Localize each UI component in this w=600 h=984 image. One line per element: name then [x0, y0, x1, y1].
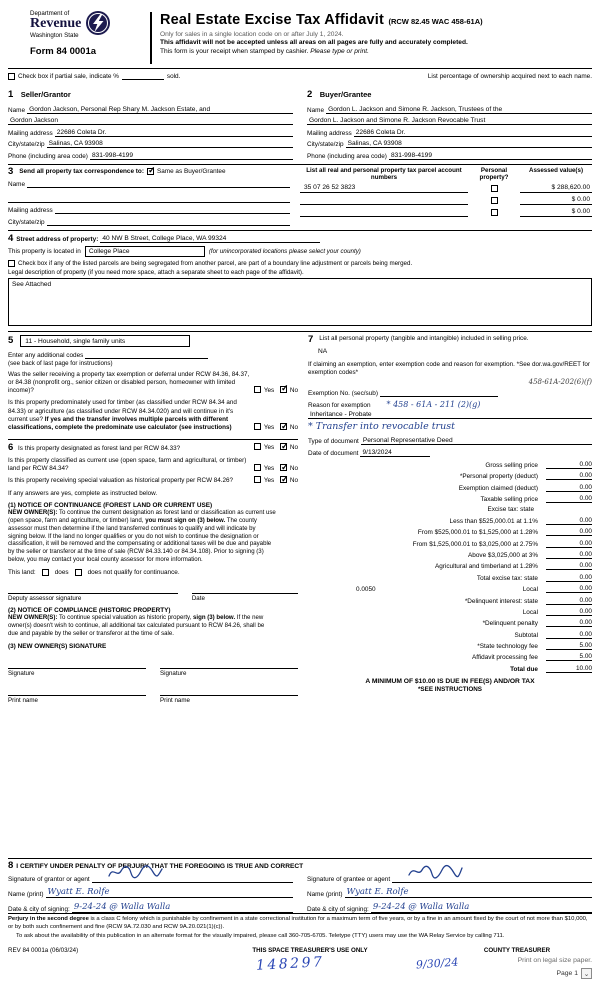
- perjury-statement: [8, 913, 592, 931]
- fee-row: [308, 574, 592, 582]
- print-name-label-2: Print name: [160, 696, 190, 704]
- fee-row: [308, 619, 592, 627]
- fee-amount[interactable]: 0.00: [546, 597, 592, 605]
- washington-state-label: Washington State: [30, 32, 79, 39]
- seller-name-value-2[interactable]: Gordon Jackson: [8, 117, 293, 125]
- no-label: No: [289, 477, 298, 485]
- s6q1-yes-checkbox[interactable]: [254, 443, 261, 450]
- fee-amount[interactable]: 0.00: [546, 540, 592, 548]
- same-as-buyer-label: Same as Buyer/Grantee: [156, 167, 226, 175]
- fee-label: From $1,525,000.01 to $3,025,000 at 2.75%: [412, 540, 538, 548]
- personal-property-intro: List all personal property (tangible and intangible) included in selling price.: [319, 335, 529, 342]
- correspondence-blank-line[interactable]: [8, 195, 290, 203]
- fee-row-total: [308, 665, 592, 673]
- fee-amount[interactable]: 0.00: [546, 574, 592, 582]
- section-1-number: 1: [8, 89, 14, 100]
- yes-label: Yes: [263, 477, 275, 485]
- seller-phone-value[interactable]: 831-998-4199: [90, 152, 293, 160]
- buyer-phone-value[interactable]: 831-998-4199: [389, 152, 592, 160]
- chevron-down-icon[interactable]: ⌄: [581, 968, 592, 979]
- notice1-bold-text: you must sign on (3) below.: [145, 516, 226, 524]
- s6q2-yes-checkbox[interactable]: [254, 464, 261, 471]
- same-as-buyer-checkbox[interactable]: [147, 168, 154, 175]
- fee-label: Agricultural and timberland at 1.28%: [434, 563, 538, 571]
- fee-label: Total excise tax: state: [476, 574, 538, 582]
- agency-block: [8, 10, 146, 57]
- fee-label: *Personal property (deduct): [459, 473, 538, 481]
- section-4-rule: [8, 230, 592, 231]
- correspondence-label: Send all property tax correspondence to:: [19, 167, 144, 175]
- reason-handwriting-code: * 458 - 61A - 211 (2)(g): [386, 400, 481, 410]
- section-7-tax: [308, 335, 592, 853]
- personal-property-checkbox-2[interactable]: [491, 197, 498, 204]
- fee-label: Total due: [510, 665, 538, 673]
- excise-tax-state-header: Excise tax: state: [487, 506, 534, 514]
- land-qualify-row: [8, 569, 298, 576]
- correspondence-citystatezip-value[interactable]: [47, 218, 290, 226]
- fee-row: [308, 540, 592, 548]
- owner-signature-field-1[interactable]: [8, 660, 146, 677]
- grantor-signature-block: [8, 871, 293, 913]
- additional-codes-value[interactable]: [85, 351, 208, 359]
- section-4-property: [8, 234, 592, 327]
- land-does-checkbox[interactable]: [42, 569, 49, 576]
- revenue-wordmark: Revenue: [30, 16, 82, 31]
- see-instructions-note: *SEE INSTRUCTIONS: [417, 685, 483, 693]
- street-address-value[interactable]: 40 NW B Street, College Place, WA 99324: [100, 235, 320, 243]
- section-8-certification: [8, 858, 592, 913]
- section-4-number: 4: [8, 232, 14, 244]
- fee-label: Local: [522, 586, 538, 594]
- owner-printname-field-1[interactable]: [8, 687, 146, 704]
- legal-description-box[interactable]: [8, 278, 592, 326]
- grantor-signature-scribble: [106, 864, 164, 882]
- fee-row: [308, 642, 592, 650]
- fee-label: Above $3,025,000 at 3%: [468, 551, 538, 559]
- seller-name-label: Name: [8, 106, 26, 114]
- section-7-number: 7: [308, 334, 314, 345]
- notice1-pre-text: To continue the current designation as forest land or classification as current use (open space, farm and agriculture, or timber) land,: [8, 508, 276, 524]
- print-name-label-1: Print name: [8, 696, 38, 704]
- parcel-number-blank-3[interactable]: [300, 208, 468, 217]
- notice1-post-text: The county assessor must then determine if the land transferred continues to qualify and will indicate by signing below. If the land no longer qualifies or you do not wish to continue the designation or classification, it will be removed and the compensating or additional taxes will be due and payable by the seller or transferor at the time of sale (RCW 84.33.140 or 84.34.108). Prior to signing (3) below, you may contact your local county assessor for more information.: [8, 516, 272, 564]
- ownership-percentage-note: List percentage of ownership acquired next to each name.: [427, 73, 592, 80]
- section-5-number: 5: [8, 335, 14, 347]
- does-label: does: [54, 569, 69, 577]
- fee-amount[interactable]: 0.00: [546, 585, 592, 593]
- grantee-date-city-value[interactable]: 9-24-24 @ Walla Walla: [371, 902, 592, 913]
- exemption-no-label: Exemption No. (sec/sub): [308, 390, 378, 398]
- minimum-due-note: A MINIMUM OF $10.00 IS DUE IN FEE(S) AND/OR TAX: [365, 677, 535, 685]
- grantor-name-print-value[interactable]: Wyatt E. Rolfe: [46, 887, 293, 898]
- fee-label: *Delinquent interest: state: [464, 597, 538, 605]
- page-label: Page 1: [556, 970, 578, 977]
- dor-logo-icon: [85, 10, 111, 41]
- seller-citystatezip-label: City/state/zip: [8, 141, 45, 148]
- yes-label: Yes: [263, 444, 275, 452]
- fee-row: [308, 484, 592, 492]
- no-label: No: [289, 424, 298, 432]
- perjury-bold-text: Perjury in the second degree: [8, 915, 89, 922]
- form-footer: [8, 913, 592, 980]
- buyer-name-label: Name: [307, 106, 325, 114]
- grantee-signature-block: [307, 871, 592, 913]
- s6q2-no-checkbox[interactable]: [280, 464, 287, 471]
- subtitle-acceptance-note: This affidavit will not be accepted unless all areas on all pages are fully and accurately completed.: [160, 39, 468, 46]
- deputy-assessor-signature-field[interactable]: [8, 585, 178, 602]
- fee-label: From $525,000.01 to $1,525,000 at 1.28%: [417, 529, 538, 537]
- new-owner-label: NEW OWNER(S):: [8, 508, 58, 516]
- type-of-document-label: Type of document: [308, 438, 359, 446]
- grantee-signature-field[interactable]: [392, 875, 592, 883]
- fee-amount[interactable]: 10.00: [546, 665, 592, 673]
- buyer-name-value-1[interactable]: Gordon L. Jackson and Simone R. Jackson, Trustees of the: [326, 106, 592, 114]
- notice-continuance-body: [8, 509, 276, 564]
- section-5-use-code: [8, 335, 298, 433]
- fee-row: [308, 551, 592, 559]
- assessed-value-1[interactable]: $ 288,620.00: [520, 184, 592, 193]
- unincorporated-note: (for unincorporated locations please select your county): [208, 248, 361, 255]
- fee-amount[interactable]: 0.00: [546, 472, 592, 480]
- fee-amount[interactable]: 0.00: [546, 619, 592, 627]
- fee-label: *Delinquent penalty: [482, 620, 538, 628]
- treasurer-space-label: THIS SPACE TREASURER'S USE ONLY: [252, 947, 368, 954]
- fee-row: [308, 495, 592, 503]
- section-6-number: 6: [8, 441, 14, 453]
- new-owner-label-2: NEW OWNER(S):: [8, 614, 58, 622]
- land-does-not-checkbox[interactable]: [75, 569, 82, 576]
- yes-label: Yes: [263, 424, 275, 432]
- land-use-code-select[interactable]: 11 - Household, single family units: [20, 335, 190, 347]
- correspondence-name-value[interactable]: [27, 180, 290, 188]
- reason-typed-value[interactable]: Inheritance - Probate: [308, 411, 592, 419]
- current-use-question: [8, 457, 298, 474]
- fee-row: [308, 562, 592, 570]
- deputy-assessor-label: Deputy assessor signature: [8, 595, 82, 603]
- s6q1-no-checkbox[interactable]: [280, 443, 287, 450]
- fee-row: [308, 517, 592, 525]
- see-back-note: (see back of last page for instructions): [8, 359, 113, 367]
- section-1-seller: [8, 84, 293, 160]
- alternate-format-note: To ask about the availability of this publication in an alternate format for the visually impaired, please call 360-705-6705. Teletype (TTY) users may use the WA Relay Service by calling 711.: [16, 933, 505, 940]
- seller-mailing-label: Mailing address: [8, 129, 53, 137]
- fee-label: Taxable selling price: [480, 496, 538, 504]
- personal-property-header: Personal property?: [479, 166, 509, 181]
- notice-compliance-title: (2) NOTICE OF COMPLIANCE (HISTORIC PROPERTY): [8, 607, 171, 615]
- located-in-label: This property is located in: [8, 248, 81, 255]
- county-treasurer-label: COUNTY TREASURER: [483, 947, 551, 954]
- fee-label: Gross selling price: [485, 461, 538, 469]
- seller-grantor-heading: Seller/Grantor: [20, 90, 71, 99]
- if-yes-note: If any answers are yes, complete as instructed below.: [8, 489, 158, 497]
- section-2-buyer: [307, 84, 592, 160]
- parcel-numbers-header: List all real and personal property tax parcel account numbers: [306, 166, 462, 181]
- buyer-name-value-2[interactable]: Gordon L. Jackson and Simone R. Jackson Revocable Trust: [307, 117, 592, 125]
- fee-label: Affidavit processing fee: [472, 654, 538, 662]
- forest-land-text: Is this property designated as forest land per RCW 84.33?: [18, 444, 181, 452]
- fee-row: [308, 461, 592, 469]
- grantor-date-city-value[interactable]: 9-24-24 @ Walla Walla: [72, 902, 293, 913]
- historic-property-question: [8, 477, 298, 485]
- fee-table: [308, 461, 592, 673]
- page-indicator: [556, 968, 592, 979]
- no-label: No: [289, 444, 298, 452]
- exemption-intro: If claiming an exemption, enter exemption code and reason for exemption. *See dor.wa.gov/REET for exemption codes*: [308, 360, 591, 376]
- page-title: Real Estate Excise Tax Affidavit: [160, 12, 384, 28]
- fee-amount[interactable]: 5.00: [546, 653, 592, 661]
- form-header: [8, 10, 592, 64]
- subtitle-sales-note: Only for sales in a single location code on or after July 1, 2024.: [160, 30, 344, 38]
- dept-of-label: Department of: [30, 10, 70, 17]
- grantor-signature-label: Signature of grantor or agent: [8, 875, 90, 883]
- rev-number: REV 84 0001a (06/03/24): [8, 947, 79, 954]
- partial-sale-percent-blank[interactable]: [122, 73, 164, 80]
- s6q3-yes-checkbox[interactable]: [254, 476, 261, 483]
- exemption-deferral-question: [8, 371, 298, 396]
- grantee-date-city-label: Date & city of signing:: [307, 905, 369, 913]
- seller-phone-label: Phone (including area code): [8, 152, 88, 160]
- correspondence-name-label: Name: [8, 180, 26, 188]
- notice2-post-text: If the new owner(s) doesn't wish to continue, all additional tax calculated pursuant to RCW 84.26, shall be due and payable by the seller or transferor at the time of sale.: [8, 614, 265, 638]
- personal-property-checkbox-1[interactable]: [491, 185, 498, 192]
- correspondence-citystatezip-label: City/state/zip: [8, 218, 45, 226]
- parcel-table: [300, 167, 592, 226]
- legal-description-value: See Attached: [12, 281, 52, 288]
- treasurer-stamp-date: 9/30/24: [415, 955, 459, 972]
- certify-statement: I CERTIFY UNDER PENALTY OF PERJURY THAT THE FOREGOING IS TRUE AND CORRECT: [16, 862, 304, 870]
- treasurer-receipt-number: 148297: [255, 954, 325, 974]
- fee-amount[interactable]: 0.00: [546, 495, 592, 503]
- correspondence-mailing-label: Mailing address: [8, 207, 53, 214]
- fee-amount[interactable]: 5.00: [546, 642, 592, 650]
- assessed-value-2[interactable]: $ 0.00: [520, 196, 592, 205]
- s5q2-yes-checkbox[interactable]: [254, 423, 261, 430]
- signature-label-2: Signature: [160, 669, 187, 677]
- reason-handwriting-trust: * Transfer into revocable trust: [308, 421, 455, 433]
- s5q1-yes-checkbox[interactable]: [254, 386, 261, 393]
- owner-printname-field-2[interactable]: [160, 687, 298, 704]
- grantor-signature-field[interactable]: [92, 875, 293, 883]
- type-of-document-value[interactable]: Personal Representative Deed: [361, 437, 592, 445]
- s5q2-no-checkbox[interactable]: [280, 423, 287, 430]
- section-6-designations: [8, 439, 298, 704]
- fee-row-local: [308, 585, 592, 593]
- partial-sale-checkbox[interactable]: [8, 73, 15, 80]
- buyer-citystatezip-value[interactable]: Salinas, CA 93908: [346, 140, 592, 148]
- fee-label: Subtotal: [514, 631, 538, 639]
- signature-label-1: Signature: [8, 669, 35, 677]
- buyer-mailing-label: Mailing address: [307, 129, 352, 137]
- s6q3-no-checkbox[interactable]: [280, 476, 287, 483]
- buyer-grantee-heading: Buyer/Grantee: [319, 90, 372, 99]
- fee-amount[interactable]: 0.00: [546, 551, 592, 559]
- personal-property-checkbox-3[interactable]: [491, 209, 498, 216]
- segregated-label: Check box if any of the listed parcels are being segregated from another parcel, are part of a boundary line adjustment or parcels being merged.: [18, 260, 413, 267]
- notice2-bold-text: sign (3) below.: [193, 614, 236, 622]
- fee-label: Local: [522, 608, 538, 616]
- fee-label: *State technology fee: [477, 643, 538, 651]
- partial-sale-suffix: sold.: [166, 73, 181, 80]
- personal-property-value[interactable]: NA: [318, 347, 328, 355]
- buyer-mailing-value[interactable]: 22686 Coleta Dr.: [354, 129, 592, 137]
- new-owners-signature-title: (3) NEW OWNER(S) SIGNATURE: [8, 642, 107, 650]
- notice-continuance-title: (1) NOTICE OF CONTINUANCE (FOREST LAND OR CURRENT USE): [8, 501, 213, 509]
- perjury-body-text: is a class C felony which is punishable by confinement in a state correctional institution for a maximum term of five years, or by a fine in an amount fixed by the court of not more than $10,000, or by both such confinement and fine (RCW 9A.72.030 and RCW 9A.20.021(1)(c)).: [8, 915, 588, 930]
- print-size-note: Print on legal size paper.: [517, 957, 592, 964]
- legal-description-label: Legal description of property (if you need more space, attach a separate sheet to each page of the affidavit).: [8, 269, 304, 276]
- grantee-name-print-label: Name (print): [307, 890, 343, 898]
- yes-label: Yes: [263, 465, 275, 473]
- exemption-deferral-text: Was the seller receiving a property tax exemption or deferral under RCW 84.36, 84.37, or 84.38 (nonprofit org., senior citizen or disabled person, homeowner with limited income)?: [8, 370, 250, 395]
- parcel-row: [300, 208, 592, 217]
- grantee-signature-label: Signature of grantee or agent: [307, 875, 391, 883]
- fee-amount[interactable]: 0.00: [546, 528, 592, 536]
- local-rate-value: 0.0050: [356, 586, 376, 594]
- header-divider: [150, 12, 152, 64]
- this-land-label: This land:: [8, 569, 36, 577]
- subtitle-receipt-note: [160, 48, 592, 55]
- fee-amount[interactable]: 0.00: [546, 562, 592, 570]
- receipt-text: This form is your receipt when stamped by cashier.: [160, 47, 309, 55]
- assessed-value-header: Assessed value(s): [529, 166, 583, 174]
- parcel-number-value[interactable]: 35 07 26 52 3823: [300, 184, 468, 193]
- forest-land-question: [8, 443, 298, 453]
- current-use-text: Is this property classified as current use (open space, farm and agricultural, or timber) land per RCW 84.34?: [8, 456, 247, 473]
- fee-row: [308, 653, 592, 661]
- section-3-rule: [8, 164, 592, 165]
- partial-sale-label: Check box if partial sale, indicate %: [18, 73, 119, 80]
- segregated-checkbox[interactable]: [8, 260, 15, 267]
- rev-row: [8, 947, 592, 954]
- fee-amount[interactable]: 0.00: [546, 484, 592, 492]
- date-of-document-value[interactable]: 9/13/2024: [360, 449, 430, 457]
- reason-for-exemption-label: Reason for exemption: [308, 402, 371, 410]
- yes-label: Yes: [263, 386, 275, 394]
- assessed-value-3[interactable]: $ 0.00: [520, 208, 592, 217]
- section-8-number: 8: [8, 860, 14, 872]
- notice-compliance-body: [8, 614, 276, 638]
- grantor-name-print-label: Name (print): [8, 890, 44, 898]
- fee-row: [308, 472, 592, 480]
- grantee-name-print-value[interactable]: Wyatt E. Rolfe: [345, 887, 592, 898]
- owner-signature-field-2[interactable]: [160, 660, 298, 677]
- form-number: Form 84 0001a: [30, 46, 97, 57]
- fee-row: [308, 608, 592, 616]
- s5q1-no-checkbox[interactable]: [280, 386, 287, 393]
- fee-amount[interactable]: 0.00: [546, 517, 592, 525]
- historic-property-text: Is this property receiving special valuation as historical property per RCW 84.26?: [8, 477, 234, 485]
- timber-question-text: Is this property predominately used for timber (as classified under RCW 84.34 and 84.33) or agriculture (as classified under RCW 84.34.020) and will continue in it's current use?: [8, 399, 237, 423]
- buyer-citystatezip-label: City/state/zip: [307, 141, 344, 148]
- fee-row: [308, 528, 592, 536]
- section-3-number: 3: [8, 165, 14, 177]
- deputy-date-field[interactable]: [192, 585, 298, 602]
- rcw-code: (RCW 82.45 WAC 458-61A): [388, 17, 483, 26]
- type-or-print-text: Please type or print.: [310, 47, 369, 55]
- fee-row: [308, 597, 592, 605]
- does-not-label: does not qualify for continuance.: [87, 569, 180, 577]
- fee-row: [308, 631, 592, 639]
- section-2-number: 2: [307, 89, 313, 100]
- exemption-no-value[interactable]: [380, 389, 498, 397]
- grantee-signature-scribble: [406, 864, 464, 882]
- fee-label: Less than $525,000.01 at 1.1%: [449, 517, 538, 525]
- correspondence-mailing-value[interactable]: [55, 206, 290, 214]
- date-of-document-label: Date of document: [308, 449, 359, 457]
- grantor-date-city-label: Date & city of signing:: [8, 905, 70, 913]
- fee-label: Exemption claimed (deduct): [458, 484, 538, 492]
- timber-agriculture-question: [8, 399, 298, 432]
- buyer-phone-label: Phone (including area code): [307, 152, 387, 160]
- additional-codes-label: Enter any additional codes: [8, 351, 84, 359]
- treasurer-stamp-area: [8, 954, 592, 980]
- header-rule: [8, 68, 592, 69]
- parcel-number-blank-2[interactable]: [300, 196, 468, 205]
- located-in-select[interactable]: College Place: [85, 246, 205, 257]
- partial-sale-row: [8, 73, 592, 80]
- seller-mailing-value[interactable]: 22686 Coleta Dr.: [55, 129, 293, 137]
- notice2-pre-text: To continue special valuation as historic property,: [59, 614, 192, 622]
- fee-amount[interactable]: 0.00: [546, 461, 592, 469]
- seller-citystatezip-value[interactable]: Salinas, CA 93908: [47, 140, 293, 148]
- fee-amount[interactable]: 0.00: [546, 608, 592, 616]
- parcel-row: [300, 196, 592, 205]
- section-3-correspondence: [8, 167, 290, 226]
- parcel-row: [300, 184, 592, 193]
- no-label: No: [289, 386, 298, 394]
- fee-amount[interactable]: 0.00: [546, 631, 592, 639]
- timber-question-bold: If yes and the transfer involves multiple parcels with different classifications, complete the predominate use calculator (see instructions): [8, 415, 232, 432]
- exemption-code-handwriting: 458-61A-202(6)(f): [528, 377, 592, 386]
- seller-name-value-1[interactable]: Gordon Jackson, Personal Rep Shary M. Jackson Estate, and: [27, 106, 293, 114]
- no-label: No: [289, 465, 298, 473]
- street-address-label: Street address of property:: [16, 236, 99, 243]
- deputy-date-label: Date: [191, 595, 205, 603]
